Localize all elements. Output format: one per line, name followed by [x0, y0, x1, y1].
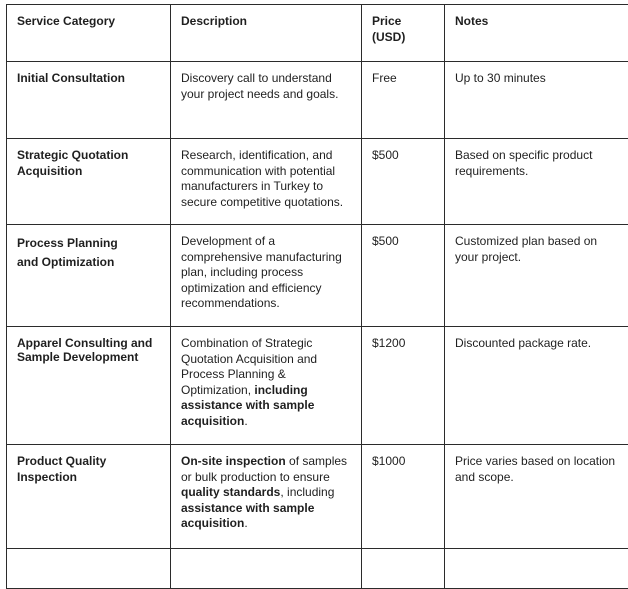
row-description-bold: including assistance with sample acquisition [181, 383, 314, 428]
row-description: Development of a comprehensive manufacturing plan, including process optimization and efficiency recommendations. [171, 225, 362, 327]
row-category: Initial Consultation [7, 62, 171, 139]
row-price: $1200 [362, 327, 445, 445]
row-description [171, 445, 362, 549]
row-category: Product Quality Inspection [7, 445, 171, 549]
row-notes [445, 549, 628, 589]
row-price: Free [362, 62, 445, 139]
row-description-bold: assistance with sample acquisition [181, 501, 314, 531]
row-description [171, 327, 362, 445]
row-notes: Customized plan based on your project. [445, 225, 628, 327]
table-row [7, 327, 628, 445]
row-description: Discovery call to understand your project needs and goals. [171, 62, 362, 139]
row-description-bold: On-site inspection [181, 454, 286, 468]
table-row [7, 549, 628, 589]
table-row [7, 139, 628, 225]
table-row [7, 445, 628, 549]
row-description-text: , including [280, 485, 334, 499]
header-price-line1: Price [372, 14, 401, 28]
row-category [7, 225, 171, 327]
row-category-line1: Process Planning [17, 236, 118, 250]
row-notes: Up to 30 minutes [445, 62, 628, 139]
row-description-end: . [244, 516, 247, 530]
row-category: Strategic Quotation Acquisition [7, 139, 171, 225]
row-description-end: . [244, 414, 247, 428]
header-service-category: Service Category [7, 5, 171, 62]
row-notes: Based on specific product requirements. [445, 139, 628, 225]
header-notes: Notes [445, 5, 628, 62]
row-description-text: Combination of Strategic Quotation Acquisition and Process Planning & Optimization, [181, 336, 317, 397]
row-category: Apparel Consulting and Sample Development [7, 327, 171, 445]
row-notes: Discounted package rate. [445, 327, 628, 445]
row-description [171, 549, 362, 589]
row-price: $500 [362, 139, 445, 225]
table-header-row [7, 5, 628, 62]
row-description-bold: quality standards [181, 485, 280, 499]
table-row [7, 225, 628, 327]
row-description: Research, identification, and communication with potential manufacturers in Turkey to secure competitive quotations. [171, 139, 362, 225]
row-notes: Price varies based on location and scope. [445, 445, 628, 549]
row-price: $500 [362, 225, 445, 327]
row-category [7, 549, 171, 589]
row-description-text: of samples or bulk production to ensure [181, 454, 347, 484]
header-price [362, 5, 445, 62]
row-price: $1000 [362, 445, 445, 549]
row-price [362, 549, 445, 589]
services-pricing-table [6, 4, 628, 589]
header-price-line2: (USD) [372, 30, 405, 44]
table-row [7, 62, 628, 139]
header-description: Description [171, 5, 362, 62]
row-category-line2: and Optimization [17, 255, 114, 269]
